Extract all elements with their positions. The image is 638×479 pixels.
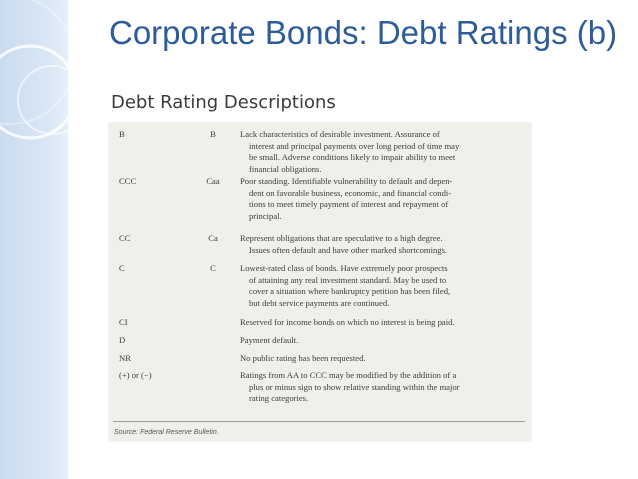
description-cell bbox=[240, 233, 525, 256]
table-row bbox=[109, 263, 531, 317]
moodys-rating-cell: C bbox=[210, 263, 216, 273]
moodys-rating-cell: Caa bbox=[206, 176, 220, 186]
description-line: No public rating has been requested. bbox=[240, 353, 366, 363]
description-line: cover a situation where bankruptcy petition has been filed, bbox=[249, 286, 451, 296]
description-line: Payment default. bbox=[240, 335, 299, 345]
table-row bbox=[109, 317, 531, 335]
sp-rating-cell: (+) or (−) bbox=[119, 370, 152, 380]
description-line: Poor standing. Identifiable vulnerability to default and depen- bbox=[240, 176, 453, 186]
sp-rating-cell: C bbox=[119, 263, 125, 273]
slide-title: Corporate Bonds: Debt Ratings (b) bbox=[109, 14, 618, 51]
table-bottom-rule bbox=[113, 421, 525, 422]
description-line: Lowest-rated class of bonds. Have extremely poor prospects bbox=[240, 263, 448, 273]
description-line: Represent obligations that are speculative to a high degree. bbox=[240, 233, 443, 243]
description-line: tions to meet timely payment of interest and repayment of bbox=[249, 199, 449, 209]
description-line: of attaining any real investment standard. May be used to bbox=[249, 274, 447, 285]
description-line: be small. Adverse conditions likely to impair ability to meet bbox=[249, 152, 456, 162]
description-line: plus or minus sign to show relative standing within the major bbox=[249, 381, 460, 392]
description-line: Lack characteristics of desirable investment. Assurance of bbox=[240, 129, 440, 139]
description-cell bbox=[240, 353, 525, 365]
table-row bbox=[109, 129, 531, 176]
sp-rating-cell: B bbox=[119, 129, 125, 139]
table-source-note: Source: Federal Reserve Bulletin. bbox=[114, 429, 219, 436]
sp-rating-cell: D bbox=[119, 335, 126, 345]
rating-table bbox=[109, 129, 531, 414]
slide-subtitle: Debt Rating Descriptions bbox=[111, 92, 336, 113]
description-line: financial obligations. bbox=[249, 163, 322, 174]
description-line: interest and principal payments over long period of time may bbox=[249, 140, 460, 151]
description-cell bbox=[240, 370, 525, 405]
description-cell bbox=[240, 263, 525, 309]
table-row bbox=[109, 176, 531, 233]
description-line: dent on favorable business, economic, and financial condi- bbox=[249, 187, 452, 198]
moodys-rating-cell: Ca bbox=[208, 233, 218, 243]
description-line: rating categories. bbox=[249, 393, 309, 403]
sp-rating-cell: CC bbox=[119, 233, 131, 243]
description-cell bbox=[240, 129, 525, 175]
description-cell bbox=[240, 317, 525, 329]
table-row bbox=[109, 233, 531, 263]
decorative-circles bbox=[0, 0, 68, 479]
sp-rating-cell: CI bbox=[119, 317, 128, 327]
description-line: Ratings from AA to CCC may be modified by the addition of a bbox=[240, 370, 457, 380]
description-line: Reserved for income bonds on which no interest is being paid. bbox=[240, 317, 455, 327]
description-line: principal. bbox=[249, 210, 282, 221]
rating-table-image bbox=[109, 123, 531, 441]
table-row bbox=[109, 370, 531, 414]
moodys-rating-cell: B bbox=[210, 129, 216, 139]
table-row bbox=[109, 353, 531, 370]
description-line: but debt service payments are continued. bbox=[249, 297, 390, 308]
description-line: Issues often default and have other marked shortcomings. bbox=[249, 244, 448, 255]
sp-rating-cell: NR bbox=[119, 353, 131, 363]
description-cell bbox=[240, 335, 525, 347]
table-row bbox=[109, 335, 531, 353]
description-cell bbox=[240, 176, 525, 222]
decorative-side-panel bbox=[0, 0, 68, 479]
sp-rating-cell: CCC bbox=[119, 176, 137, 186]
